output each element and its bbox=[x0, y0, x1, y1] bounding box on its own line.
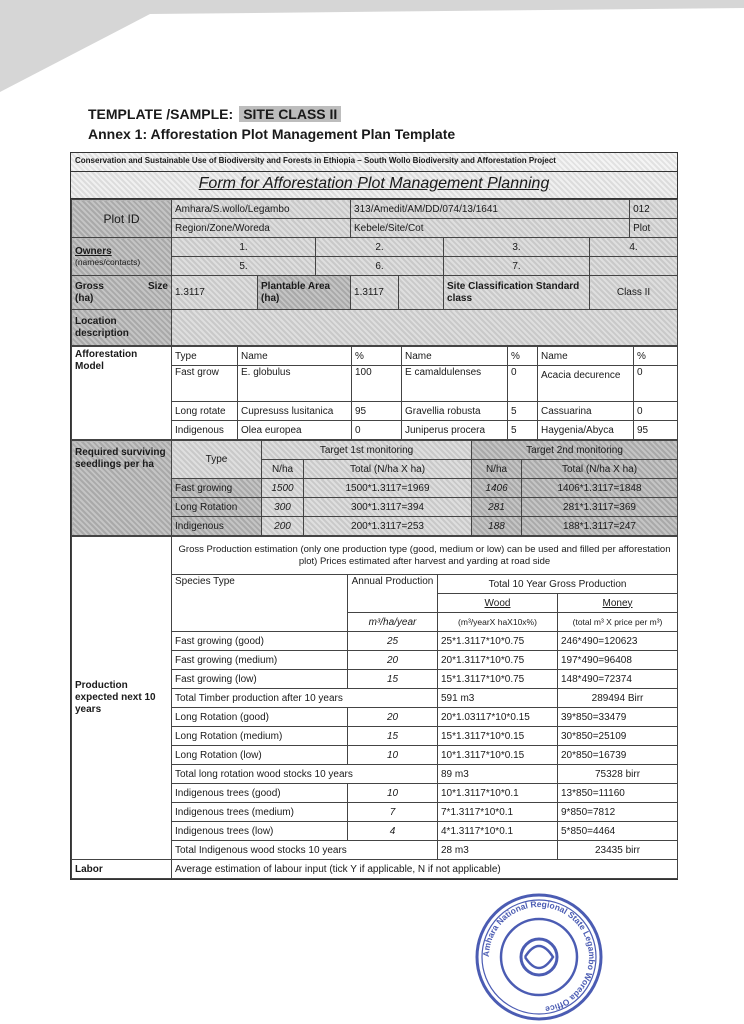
wood-cell: 25*1.3117*10*0.75 bbox=[438, 632, 558, 651]
plot-label: Plot bbox=[630, 219, 678, 238]
surviving-row-fast: Fast growing 1500 1500*1.3117=1969 1406 1406*1.3117=1848 bbox=[72, 479, 678, 498]
total-10-year-header: Total 10 Year Gross Production bbox=[438, 575, 678, 594]
annual-unit: m³/ha/year bbox=[348, 613, 438, 632]
kebele-label: Kebele/Site/Cot bbox=[351, 219, 630, 238]
money-cell: 246*490=120623 bbox=[558, 632, 678, 651]
wood-cell: 10*1.3117*10*0.15 bbox=[438, 746, 558, 765]
gross-size-label: Gross Size (ha) bbox=[72, 276, 172, 310]
annual-cell: 20 bbox=[348, 651, 438, 670]
plot-info-table bbox=[71, 199, 678, 346]
annual-cell: 20 bbox=[348, 708, 438, 727]
total-label: Total Indigenous wood stocks 10 years bbox=[172, 841, 438, 860]
species-cell: Fast growing (low) bbox=[172, 670, 348, 689]
species-cell: Indigenous trees (good) bbox=[172, 784, 348, 803]
wood-header: Wood bbox=[438, 594, 558, 613]
wood-unit: (m³/yearX haX10x%) bbox=[438, 613, 558, 632]
surviving-subheader-row: N/ha Total (N/ha X ha) N/ha Total (N/ha X ha) bbox=[72, 460, 678, 479]
model-row-fast: Fast grow E. globulus 100 E camaldulenses 0 Acacia decurence 0 bbox=[72, 366, 678, 402]
owner-1: 1. bbox=[172, 238, 316, 257]
species-type-header: Species Type bbox=[172, 575, 348, 632]
species-cell: Fast growing (medium) bbox=[172, 651, 348, 670]
owner-3: 3. bbox=[444, 238, 590, 257]
plot-number-value: 012 bbox=[630, 200, 678, 219]
total-wood: 28 m3 bbox=[438, 841, 558, 860]
plantable-area-label: Plantable Area (ha) bbox=[258, 276, 351, 310]
owner-6: 6. bbox=[316, 257, 444, 276]
plantable-area-value: 1.3117 bbox=[351, 276, 399, 310]
labor-label: Labor bbox=[72, 860, 172, 879]
production-table bbox=[71, 536, 678, 879]
species-cell: Indigenous trees (low) bbox=[172, 822, 348, 841]
owner-4: 4. bbox=[590, 238, 678, 257]
species-cell: Indigenous trees (medium) bbox=[172, 803, 348, 822]
model-row-long: Long rotate Cupresuss lusitanica 95 Gravellia robusta 5 Cassuarina 0 bbox=[72, 402, 678, 421]
wood-cell: 20*1.3117*10*0.75 bbox=[438, 651, 558, 670]
surviving-row-indigenous: Indigenous 200 200*1.3117=253 188 188*1.3117=247 bbox=[72, 517, 678, 536]
money-cell: 39*850=33479 bbox=[558, 708, 678, 727]
site-class-highlight: SITE CLASS II bbox=[239, 106, 341, 122]
model-header-row bbox=[72, 347, 678, 366]
location-row bbox=[72, 310, 678, 346]
species-cell: Long Rotation (medium) bbox=[172, 727, 348, 746]
afforestation-model-table bbox=[71, 346, 678, 440]
money-cell: 13*850=11160 bbox=[558, 784, 678, 803]
total-money: 75328 birr bbox=[558, 765, 678, 784]
target-2-header: Target 2nd monitoring bbox=[472, 441, 678, 460]
production-intro-row bbox=[72, 537, 678, 575]
wood-cell: 10*1.3117*10*0.1 bbox=[438, 784, 558, 803]
plot-id-row bbox=[72, 200, 678, 219]
management-plan-form bbox=[70, 152, 678, 880]
labor-text: Average estimation of labour input (tick Y if applicable, N if not applicable) bbox=[172, 860, 678, 879]
project-band: Conservation and Sustainable Use of Biodiversity and Forests in Ethiopia – South Wollo Biodiversity and Afforestation Project bbox=[71, 153, 677, 172]
model-header-name-2: Name bbox=[402, 347, 508, 366]
owner-7: 7. bbox=[444, 257, 590, 276]
location-label: Location description bbox=[72, 310, 172, 346]
wood-cell: 7*1.3117*10*0.1 bbox=[438, 803, 558, 822]
form-title: Form for Afforestation Plot Management Planning bbox=[71, 172, 677, 199]
surviving-label: Required surviving seedlings per ha bbox=[72, 441, 172, 536]
heading-prefix: TEMPLATE /SAMPLE: bbox=[88, 106, 234, 122]
surviving-seedlings-table bbox=[71, 440, 678, 536]
owner-5: 5. bbox=[172, 257, 316, 276]
annual-production-header: Annual Production bbox=[348, 575, 438, 613]
wood-cell: 20*1.03117*10*0.15 bbox=[438, 708, 558, 727]
site-classification-label: Site Classification Standard class bbox=[444, 276, 590, 310]
money-cell: 148*490=72374 bbox=[558, 670, 678, 689]
wood-cell: 15*1.3117*10*0.75 bbox=[438, 670, 558, 689]
region-label: Region/Zone/Woreda bbox=[172, 219, 351, 238]
wood-cell: 4*1.3117*10*0.1 bbox=[438, 822, 558, 841]
annual-cell: 25 bbox=[348, 632, 438, 651]
total-wood: 89 m3 bbox=[438, 765, 558, 784]
region-value: Amhara/S.wollo/Legambo bbox=[172, 200, 351, 219]
annual-cell: 4 bbox=[348, 822, 438, 841]
total-label: Total long rotation wood stocks 10 years bbox=[172, 765, 438, 784]
model-header-pct-2: % bbox=[508, 347, 538, 366]
afforestation-model-label: Afforestation Model bbox=[72, 347, 172, 440]
area-row bbox=[72, 276, 678, 310]
gross-size-value: 1.3117 bbox=[172, 276, 258, 310]
owners-row-1 bbox=[72, 238, 678, 257]
annual-cell: 15 bbox=[348, 727, 438, 746]
official-stamp bbox=[470, 890, 608, 1024]
annual-cell: 10 bbox=[348, 784, 438, 803]
species-cell: Long Rotation (low) bbox=[172, 746, 348, 765]
money-cell: 197*490=96408 bbox=[558, 651, 678, 670]
model-header-pct-1: % bbox=[352, 347, 402, 366]
total-label: Total Timber production after 10 years bbox=[172, 689, 438, 708]
kebele-value: 313/Amedit/AM/DD/074/13/1641 bbox=[351, 200, 630, 219]
production-label: Production expected next 10 years bbox=[72, 537, 172, 860]
model-header-name-1: Name bbox=[238, 347, 352, 366]
species-cell: Long Rotation (good) bbox=[172, 708, 348, 727]
surviving-row-long: Long Rotation 300 300*1.3117=394 281 281*1.3117=369 bbox=[72, 498, 678, 517]
surviving-header-row bbox=[72, 441, 678, 460]
annual-cell: 10 bbox=[348, 746, 438, 765]
surviving-type-header: Type bbox=[172, 441, 262, 479]
annual-cell: 7 bbox=[348, 803, 438, 822]
production-intro: Gross Production estimation (only one production type (good, medium or low) can be used and filled per afforestation plot) Prices estimated after harvest and yarding at road side bbox=[172, 537, 678, 575]
stamp-ring-text: Amhara National Regional State Legambo Woreda Office bbox=[480, 898, 598, 1015]
template-sample-heading bbox=[88, 106, 341, 122]
target-1-header: Target 1st monitoring bbox=[262, 441, 472, 460]
location-value bbox=[172, 310, 678, 346]
plot-id-label: Plot ID bbox=[72, 200, 172, 238]
model-header-type: Type bbox=[172, 347, 238, 366]
model-header-name-3: Name bbox=[538, 347, 634, 366]
money-cell: 5*850=4464 bbox=[558, 822, 678, 841]
labor-row bbox=[72, 860, 678, 879]
wood-cell: 15*1.3117*10*0.15 bbox=[438, 727, 558, 746]
owners-label: Owners (names/contacts) bbox=[72, 238, 172, 276]
total-wood: 591 m3 bbox=[438, 689, 558, 708]
annual-cell: 15 bbox=[348, 670, 438, 689]
total-money: 289494 Birr bbox=[558, 689, 678, 708]
model-header-pct-3: % bbox=[634, 347, 678, 366]
annex-heading: Annex 1: Afforestation Plot Management Plan Template bbox=[88, 126, 456, 142]
owner-2: 2. bbox=[316, 238, 444, 257]
money-cell: 30*850=25109 bbox=[558, 727, 678, 746]
money-header: Money bbox=[558, 594, 678, 613]
site-class-value: Class II bbox=[590, 276, 678, 310]
model-row-indigenous: Indigenous Olea europea 0 Juniperus procera 5 Haygenia/Abyca 95 bbox=[72, 421, 678, 440]
money-cell: 9*850=7812 bbox=[558, 803, 678, 822]
species-cell: Fast growing (good) bbox=[172, 632, 348, 651]
money-cell: 20*850=16739 bbox=[558, 746, 678, 765]
total-money: 23435 birr bbox=[558, 841, 678, 860]
money-unit: (total m³ X price per m³) bbox=[558, 613, 678, 632]
